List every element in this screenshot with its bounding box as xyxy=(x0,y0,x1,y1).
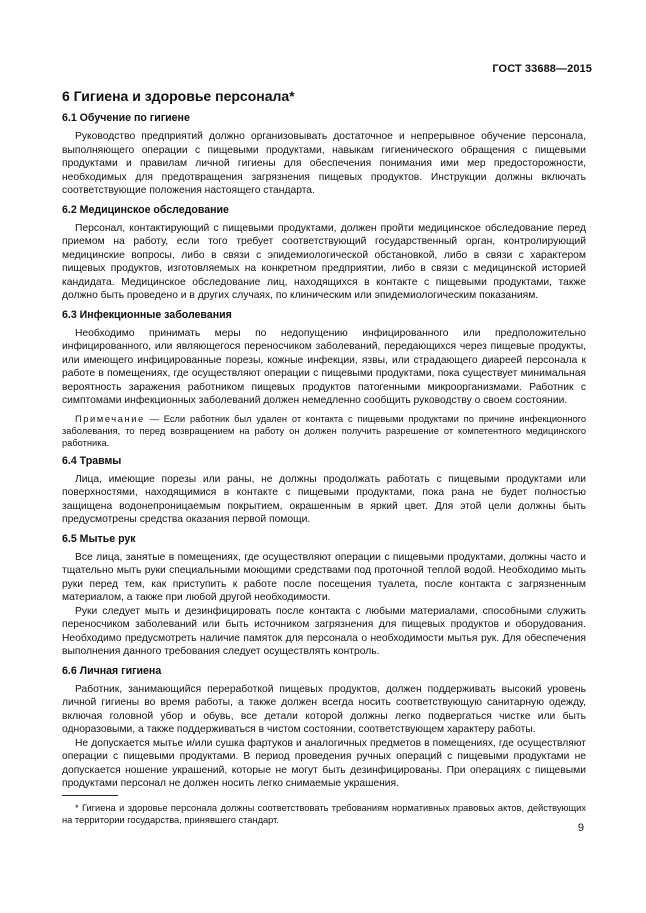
note xyxy=(62,413,586,449)
note-label: Примечание xyxy=(75,413,145,424)
subsection-title: 6.1 Обучение по гигиене xyxy=(62,112,190,124)
paragraph: Работник, занимающийся переработкой пищевых продуктов, должен поддерживать высокий уровень личной гигиены во время работы, а также должен всегда носить соответствующую санитарную одежду, включая головной убор и обувь, все детали которой должны легко подвергаться чистке или быть одноразовыми, а также поддерживаться в чистом состоянии, соответствующем характеру работы. xyxy=(62,683,586,735)
paragraph: Все лица, занятые в помещениях, где осуществляют операции с пищевыми продуктами, должны часто и тщательно мыть руки специальными моющими средствами под проточной теплой водой. Необходимо мыть руки перед тем, как приступить к работе после посещения туалета, после контакта с загрязненным материалом, а также при любой другой необходимости. xyxy=(62,551,586,603)
paragraph: Руководство предприятий должно организовывать достаточное и непрерывное обучение персонала, выполняющего операции с пищевыми продуктами, навыкам гигиенического обращения с пищевыми продуктами и правилам личной гигиены для обеспечения понимания ими мер предосторожности, необходимых для предотвращения загрязнения пищевых продуктов. Инструкции должны включать соответствующие положения настоящего стандарта. xyxy=(62,131,586,196)
page-content xyxy=(62,88,586,796)
standard-header: ГОСТ 33688—2015 xyxy=(492,63,592,75)
subsection-title: 6.5 Мытье рук xyxy=(62,532,136,545)
paragraph: Не допускается мытье и/или сушка фартуков и аналогичных предметов в помещениях, где осуществляют операции с пищевыми продуктами. В период проведения ручных операций с пищевыми продуктами не допускается ношение украшений, которые не могут быть дезинфицированы. При операциях с пищевыми продуктами персонал не должен носить легко снимаемые украшения. xyxy=(62,737,586,789)
page-number: 9 xyxy=(577,822,584,834)
subsection-title: 6.2 Медицинское обследование xyxy=(62,203,229,216)
paragraph: Лица, имеющие порезы или раны, не должны продолжать работать с пищевыми продуктами или поверхностями, находящимися в контакте с пищевыми продуктами, пока рана не будет полностью защищена водонепроницаемым покрытием, окрашенным в яркий цвет. Для этой цели должны быть предусмотрены средства оказания первой помощи. xyxy=(62,473,586,525)
paragraph: Руки следует мыть и дезинфицировать после контакта с любыми материалами, способными служить переносчиком заболеваний или быть источником загрязнения для пищевых продуктов и оборудования. Необходимо предусмотреть наличие памяток для персонала о необходимости мытья рук. Для обеспечения выполнения данного требования следует осуществлять контроль. xyxy=(62,605,586,657)
subsection-title: 6.4 Травмы xyxy=(62,454,122,467)
subsection-title: 6.3 Инфекционные заболевания xyxy=(62,308,232,321)
paragraph: Необходимо принимать меры по недопущению инфицированного или предположительно инфицированного, или являющегося переносчиком заболеваний, передающихся через пищевые продукты, или имеющего инфицированные порезы, кожные инфекции, язвы, или страдающего диареей персонала к работе в помещениях, где осуществляют операции с пищевыми продуктами, пока существует минимальная вероятность заражения работником пищевых продуктов патогенными микроорганизмами. Работник с симптомами инфекционных заболеваний должен немедленно сообщить руководству о своем состоянии. xyxy=(62,327,586,406)
paragraph: Персонал, контактирующий с пищевыми продуктами, должен пройти медицинское обследование перед приемом на работу, если того требует соответствующий государственный орган, контролирующий медицинские вопросы, либо в связи с эпидемиологической обстановкой, либо в связи с характером пищевых продуктов, изготовляемых на конкретном предприятии, либо в связи с медицинской историей кандидата. Медицинское обследование лиц, находящихся в контакте с пищевыми продуктами, также должно быть проведено и в других случаях, по клиническим или эпидемиологическим показаниям. xyxy=(62,222,586,301)
note-text: — Если работник был удален от контакта с пищевыми продуктами по причине инфекционного заболевания, то перед возвращением на работу он должен получить разрешение от компетентного медицинского работника. xyxy=(62,413,586,448)
footnote: * Гигиена и здоровье персонала должны соответствовать требованиям нормативных правовых актов, действующих на территории государства, принявшего стандарт. xyxy=(62,803,586,825)
section-title: 6 Гигиена и здоровье персонала* xyxy=(62,88,295,104)
subsection-title: 6.6 Личная гигиена xyxy=(62,664,162,677)
footnote-divider xyxy=(62,795,118,796)
